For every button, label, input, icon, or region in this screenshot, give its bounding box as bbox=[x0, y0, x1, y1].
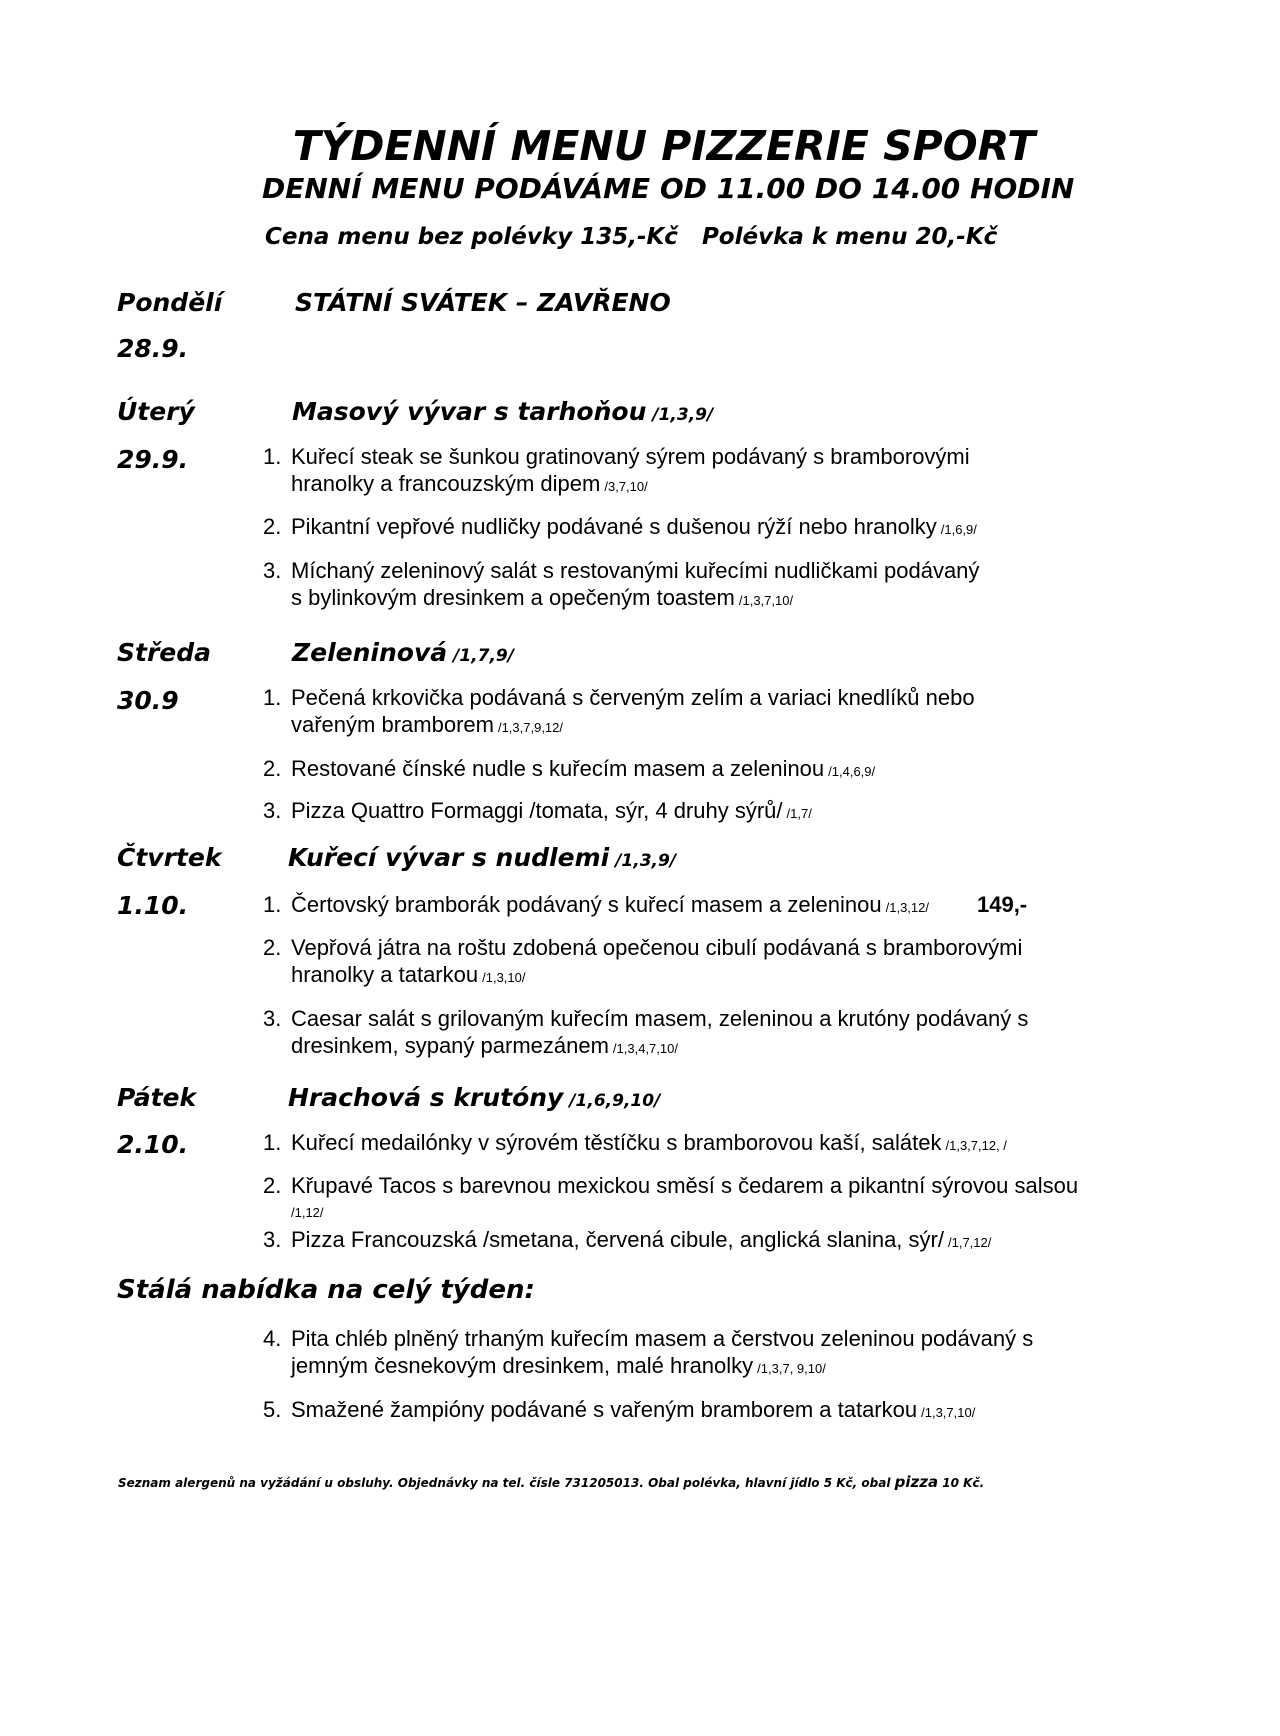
item-number: 1. bbox=[263, 1130, 282, 1155]
item-text: Pizza Francouzská /smetana, červená cibule, anglická slanina, sýr/ bbox=[291, 1227, 944, 1252]
menu-item bbox=[263, 443, 970, 500]
item-text: Vepřová játra na roštu zdobená opečenou cibulí podávaná s bramborovými bbox=[291, 935, 1023, 960]
item-text: vařeným bramborem bbox=[291, 712, 494, 737]
menu-item bbox=[263, 891, 1027, 921]
item-number: 2. bbox=[263, 935, 282, 960]
menu-item bbox=[263, 797, 812, 827]
soup-allergens: /1,7,9/ bbox=[453, 646, 514, 666]
day-label: Úterý bbox=[117, 397, 195, 426]
soup-allergens: /1,3,9/ bbox=[652, 405, 714, 425]
menu-item bbox=[263, 1226, 991, 1256]
menu-item bbox=[263, 1005, 1028, 1062]
footer-note bbox=[118, 1473, 984, 1491]
item-allergens: /1,12/ bbox=[291, 1205, 324, 1220]
item-allergens: /1,3,7,10/ bbox=[738, 593, 794, 608]
item-text: s bylinkovým dresinkem a opečeným toastem bbox=[291, 585, 735, 610]
item-number: 5. bbox=[263, 1397, 282, 1422]
menu-item bbox=[263, 934, 1022, 991]
item-text: Restované čínské nudle s kuřecím masem a zeleninou bbox=[291, 756, 825, 781]
item-allergens: /1,3,12/ bbox=[885, 900, 929, 915]
item-text: Pizza Quattro Formaggi /tomata, sýr, 4 druhy sýrů/ bbox=[291, 798, 783, 823]
day-label: Středa bbox=[117, 638, 212, 667]
soup-name: Masový vývar s tarhoňou bbox=[292, 397, 647, 426]
item-number: 3. bbox=[263, 558, 282, 583]
holiday-note: STÁTNÍ SVÁTEK – ZAVŘENO bbox=[295, 288, 671, 317]
day-label: Čtvrtek bbox=[117, 843, 222, 872]
day-date: 30.9 bbox=[117, 686, 179, 715]
item-allergens: /1,4,6,9/ bbox=[828, 764, 876, 779]
item-text: Křupavé Tacos s barevnou mexickou směsí s čedarem a pikantní sýrovou salsou bbox=[291, 1173, 1079, 1198]
item-number: 1. bbox=[263, 892, 282, 917]
item-text: dresinkem, sypaný parmezánem bbox=[291, 1033, 609, 1058]
menu-price: Cena menu bez polévky 135,-Kč bbox=[265, 224, 678, 250]
item-text: Pikantní vepřové nudličky podávané s dušenou rýží nebo hranolky bbox=[291, 514, 937, 539]
item-number: 1. bbox=[263, 444, 282, 469]
day-date: 1.10. bbox=[117, 891, 189, 920]
item-text: Smažené žampióny podávané s vařeným bramborem a tatarkou bbox=[291, 1397, 918, 1422]
item-number: 2. bbox=[263, 1173, 282, 1198]
footer-pizza: pizza bbox=[894, 1473, 939, 1491]
item-allergens: /1,6,9/ bbox=[940, 522, 977, 537]
soup-of-day bbox=[288, 1083, 660, 1112]
standing-offer-heading: Stálá nabídka na celý týden: bbox=[117, 1275, 535, 1305]
item-allergens: /1,3,7,12, / bbox=[945, 1138, 1007, 1153]
item-allergens: /1,3,4,7,10/ bbox=[612, 1041, 678, 1056]
soup-allergens: /1,3,9/ bbox=[615, 851, 677, 871]
menu-item bbox=[263, 1172, 1078, 1224]
menu-item bbox=[263, 1129, 1007, 1159]
soup-of-day bbox=[292, 638, 514, 667]
soup-price: Polévka k menu 20,-Kč bbox=[701, 224, 998, 250]
footer-text: Seznam alergenů na vyžádání u obsluhy. Objednávky na tel. čísle 731205013. Obal polévka, hlavní jídlo 5 Kč, obal bbox=[118, 1476, 891, 1490]
menu-item bbox=[263, 1396, 975, 1426]
page-subtitle: DENNÍ MENU PODÁVÁME OD 11.00 DO 14.00 HODIN bbox=[262, 172, 1075, 205]
day-date: 2.10. bbox=[117, 1130, 189, 1159]
soup-name: Hrachová s krutóny bbox=[288, 1083, 564, 1112]
item-number: 2. bbox=[263, 756, 282, 781]
day-label: Pátek bbox=[117, 1083, 197, 1112]
price-info bbox=[265, 224, 997, 250]
menu-item bbox=[263, 513, 977, 543]
item-number: 1. bbox=[263, 685, 282, 710]
item-text: hranolky a tatarkou bbox=[291, 962, 479, 987]
soup-name: Zeleninová bbox=[292, 638, 448, 667]
item-allergens: /1,3,10/ bbox=[482, 970, 526, 985]
item-text: jemným česnekovým dresinkem, malé hranolky bbox=[291, 1353, 754, 1378]
menu-item bbox=[263, 684, 975, 741]
menu-item bbox=[263, 1325, 1033, 1382]
day-label: Pondělí bbox=[117, 288, 223, 317]
day-date: 28.9. bbox=[117, 334, 189, 363]
day-date: 29.9. bbox=[117, 445, 189, 474]
item-allergens: /1,3,7,9,12/ bbox=[497, 720, 564, 735]
menu-item bbox=[263, 557, 979, 614]
item-text: Míchaný zeleninový salát s restovanými kuřecími nudličkami podávaný bbox=[291, 558, 980, 583]
item-allergens: /1,7,12/ bbox=[947, 1235, 992, 1250]
item-text: Kuřecí medailónky v sýrovém těstíčku s bramborovou kaší, salátek bbox=[291, 1130, 942, 1155]
item-allergens: /1,3,7, 9,10/ bbox=[757, 1361, 826, 1376]
menu-item bbox=[263, 755, 875, 785]
soup-allergens: /1,6,9,10/ bbox=[569, 1091, 661, 1111]
item-number: 3. bbox=[263, 798, 282, 823]
footer-tail: 10 Kč. bbox=[942, 1476, 985, 1490]
item-text: Pita chléb plněný trhaným kuřecím masem a čerstvou zeleninou podávaný s bbox=[291, 1326, 1034, 1351]
item-text: Čertovský bramborák podávaný s kuřecí masem a zeleninou bbox=[291, 892, 882, 917]
item-text: Kuřecí steak se šunkou gratinovaný sýrem podávaný s bramborovými bbox=[291, 444, 970, 469]
item-allergens: /3,7,10/ bbox=[604, 479, 648, 494]
item-allergens: /1,7/ bbox=[786, 806, 812, 821]
soup-of-day bbox=[288, 843, 676, 872]
item-number: 3. bbox=[263, 1006, 282, 1031]
soup-name: Kuřecí vývar s nudlemi bbox=[288, 843, 610, 872]
item-allergens: /1,3,7,10/ bbox=[921, 1405, 976, 1420]
item-text: Caesar salát s grilovaným kuřecím masem, zeleninou a krutóny podávaný s bbox=[291, 1006, 1029, 1031]
item-number: 2. bbox=[263, 514, 282, 539]
item-number: 3. bbox=[263, 1227, 282, 1252]
item-text: hranolky a francouzským dipem bbox=[291, 471, 601, 496]
item-price: 149,- bbox=[976, 892, 1028, 917]
soup-of-day bbox=[292, 397, 713, 426]
page-title: TÝDENNÍ MENU PIZZERIE SPORT bbox=[292, 122, 1036, 170]
item-number: 4. bbox=[263, 1326, 282, 1351]
item-text: Pečená krkovička podávaná s červeným zelím a variaci knedlíků nebo bbox=[291, 685, 975, 710]
